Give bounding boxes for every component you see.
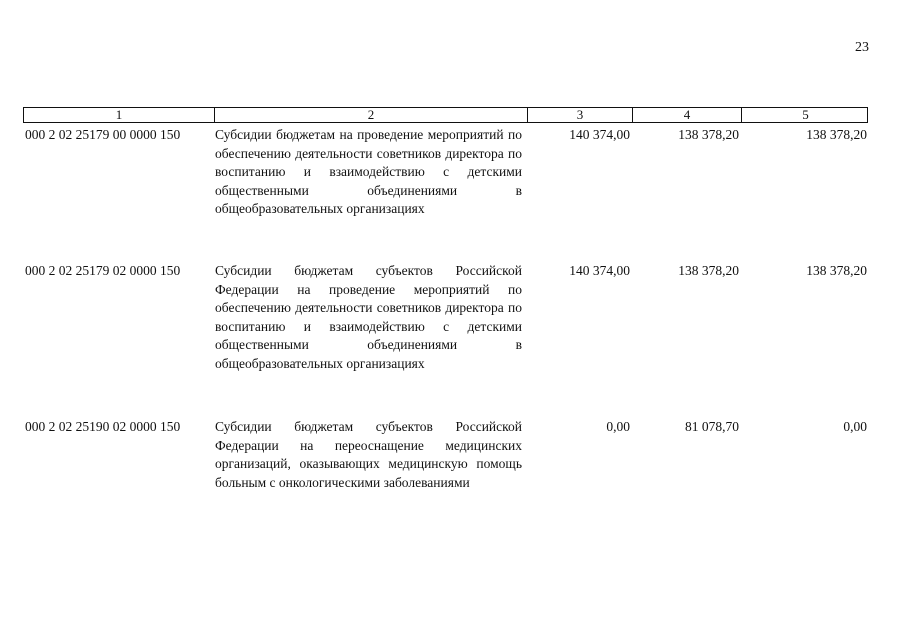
amount-col-5: 138 378,20 bbox=[806, 263, 867, 278]
item-name: Субсидии бюджетам субъектов Российской Федерации на проведение мероприятий по обеспечению деятельности советников директора по воспитанию и взаимодействию с детскими общественными объединениями в общеобразовательных организациях bbox=[215, 263, 522, 371]
item-name: Субсидии бюджетам субъектов Российской Федерации на переоснащение медицинских организаций, оказывающих медицинскую помощь больным с онкологическими заболеваниями bbox=[215, 419, 522, 490]
table-row bbox=[23, 126, 868, 262]
header-col-2: 2 bbox=[214, 108, 527, 122]
budget-code: 000 2 02 25179 00 0000 150 bbox=[25, 127, 181, 142]
budget-code: 000 2 02 25190 02 0000 150 bbox=[25, 419, 181, 434]
amount-col-3: 140 374,00 bbox=[569, 263, 630, 278]
header-col-5: 5 bbox=[741, 108, 869, 122]
amount-col-5: 138 378,20 bbox=[806, 127, 867, 142]
amount-col-3: 140 374,00 bbox=[569, 127, 630, 142]
amount-col-3: 0,00 bbox=[606, 419, 630, 434]
table-row bbox=[23, 418, 868, 538]
item-name: Субсидии бюджетам на проведение мероприятий по обеспечению деятельности советников директора по воспитанию и взаимодействию с детскими общественными объединениями в общеобразовательных организациях bbox=[215, 127, 522, 216]
amount-col-4: 81 078,70 bbox=[685, 419, 739, 434]
page-number: 23 bbox=[855, 40, 869, 55]
amount-col-5: 0,00 bbox=[843, 419, 867, 434]
header-col-4: 4 bbox=[632, 108, 741, 122]
header-col-3: 3 bbox=[527, 108, 632, 122]
table-header-row bbox=[23, 107, 868, 123]
budget-table bbox=[23, 107, 868, 538]
amount-col-4: 138 378,20 bbox=[678, 127, 739, 142]
table-row bbox=[23, 262, 868, 418]
budget-code: 000 2 02 25179 02 0000 150 bbox=[25, 263, 181, 278]
header-col-1: 1 bbox=[115, 107, 123, 122]
amount-col-4: 138 378,20 bbox=[678, 263, 739, 278]
